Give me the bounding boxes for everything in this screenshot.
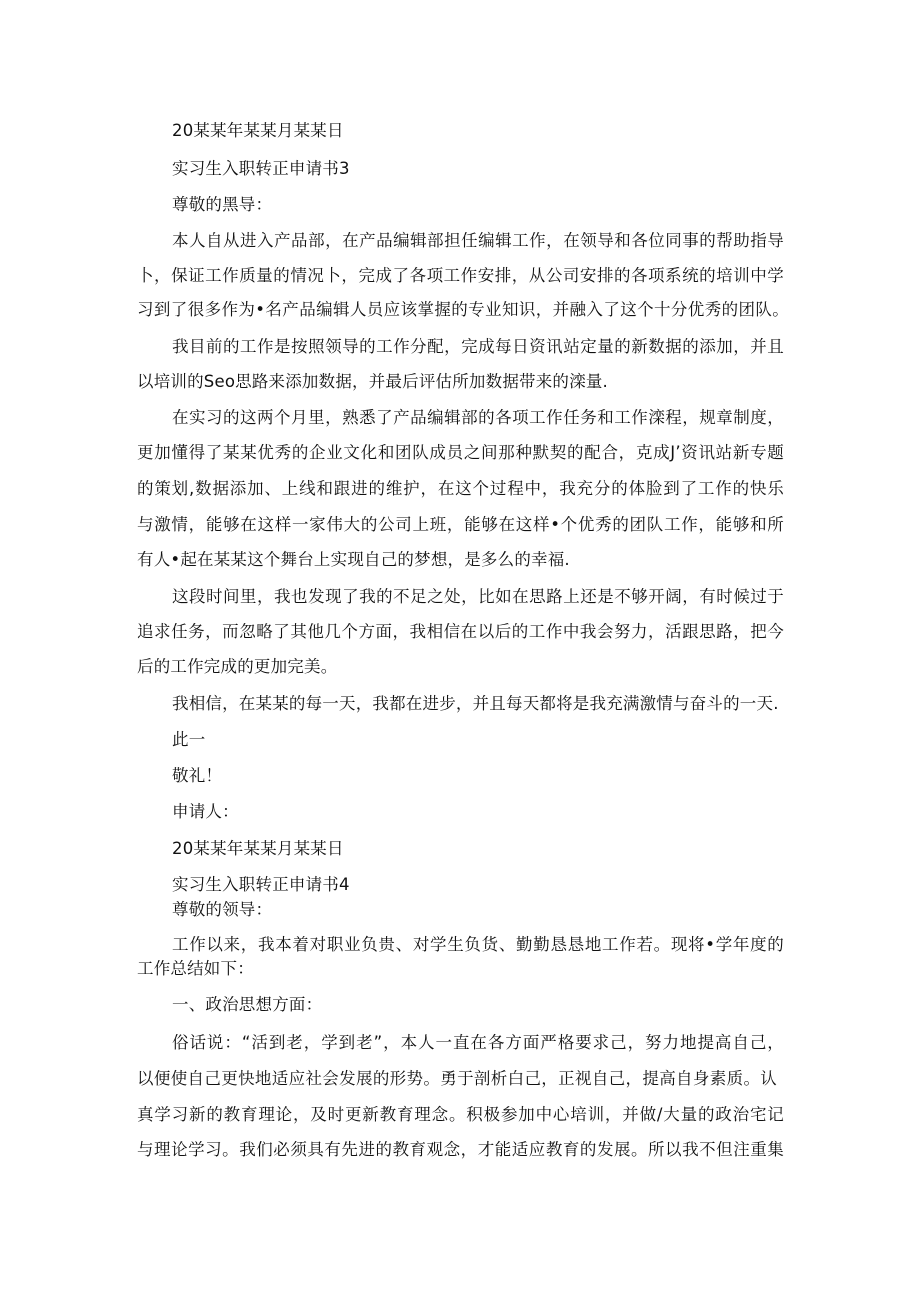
paragraph-line: 卜，保证工作质量的情况卜，完成了各项工作安排，从公司安排的各项系统的培训中学 xyxy=(137,266,784,285)
document-title: 实习生入职转正申请书3 xyxy=(172,159,350,178)
paragraph-line: 有人•起在某某这个舞台上实现自己的梦想，是多么的幸福. xyxy=(137,550,570,569)
paragraph-line: 后的工作完成的更加完美。 xyxy=(137,657,338,676)
paragraph-line: 在实习的这两个月里，熟悉了产品编辑部的各项工作任务和工作滦程，规章制度， xyxy=(172,408,784,427)
document-title: 实习生入职转正申请书4 xyxy=(172,875,350,894)
paragraph-line: 习到了很多作为•名产品编辑人员应该掌握的专业知识，并融入了这个十分优秀的团队。 xyxy=(137,300,789,319)
applicant-line: 申请人： xyxy=(172,802,239,821)
paragraph-line: 与激情，能够在这样一家伟大的公司上班，能够在这样•个优秀的团队工作，能够和所 xyxy=(137,515,784,534)
paragraph-line: 更加懂得了某某优秀的企业文化和团队成员之间那种默契的配合，克成J’资讯站新专题 xyxy=(137,443,784,462)
salutation: 尊敬的领导： xyxy=(172,900,273,919)
paragraph-line: 这段时间里，我也发现了我的不足之处，比如在思路上还是不够开阔，有时候过于 xyxy=(172,587,784,606)
closing-line: 敬礼！ xyxy=(172,766,223,785)
paragraph-line: 俗话说：“活到老，学到老”，本人一直在各方面严格要求己，努力地提高自己， xyxy=(172,1033,784,1052)
paragraph-line: 工作以来，我本着对职业负贵、对学生负货、勤勤恳恳地工作若。现将•学年度的 xyxy=(172,935,784,954)
paragraph-line: 以培训的Seo思路来添加数据，并最后评估所加数据带来的滦量. xyxy=(137,372,608,391)
paragraph-line: 工作总结如下： xyxy=(137,959,254,978)
paragraph-line: 真学习新的教育理论，及时更新教育理念。积极参加中心培训，并做/大量的政治宅记 xyxy=(137,1105,784,1124)
closing-line: 此一 xyxy=(172,730,206,749)
paragraph-line: 我目前的工作是按照领导的工作分配，完成每日资讯站定量的新数据的添加，并且 xyxy=(172,337,784,356)
date-line: 20某某年某某月某某日 xyxy=(172,121,344,140)
section-heading: 一、政治思想方面： xyxy=(172,995,323,1014)
paragraph-line: 的策划,数据添加、上线和跟进的维护，在这个过程中，我充分的体脸到了工作的快乐 xyxy=(137,479,784,498)
paragraph-line: 追求任务，而忽略了其他几个方面，我相信在以后的工作中我会努力，活跟思路，把今 xyxy=(137,622,784,641)
paragraph-line: 与理论学习。我们必须具有先进的教育观念，才能适应教育的发展。所以我不但注重集 xyxy=(137,1140,784,1159)
paragraph-line: 本人自从进入产品部，在产品编辑部担任编辑工作，在领导和各位同事的帮助指导 xyxy=(172,231,784,250)
paragraph-line: 我相信，在某某的每一天，我都在进步，并且每天都将是我充满激情与奋斗的一天. xyxy=(172,694,779,713)
salutation: 尊敬的黑导： xyxy=(172,195,273,214)
paragraph-line: 以便使自己更快地适应社会发展的形势。勇于剖析白己，正视自己，提高自身素质。认 xyxy=(137,1069,777,1088)
date-line: 20某某年某某月某某日 xyxy=(172,839,344,858)
